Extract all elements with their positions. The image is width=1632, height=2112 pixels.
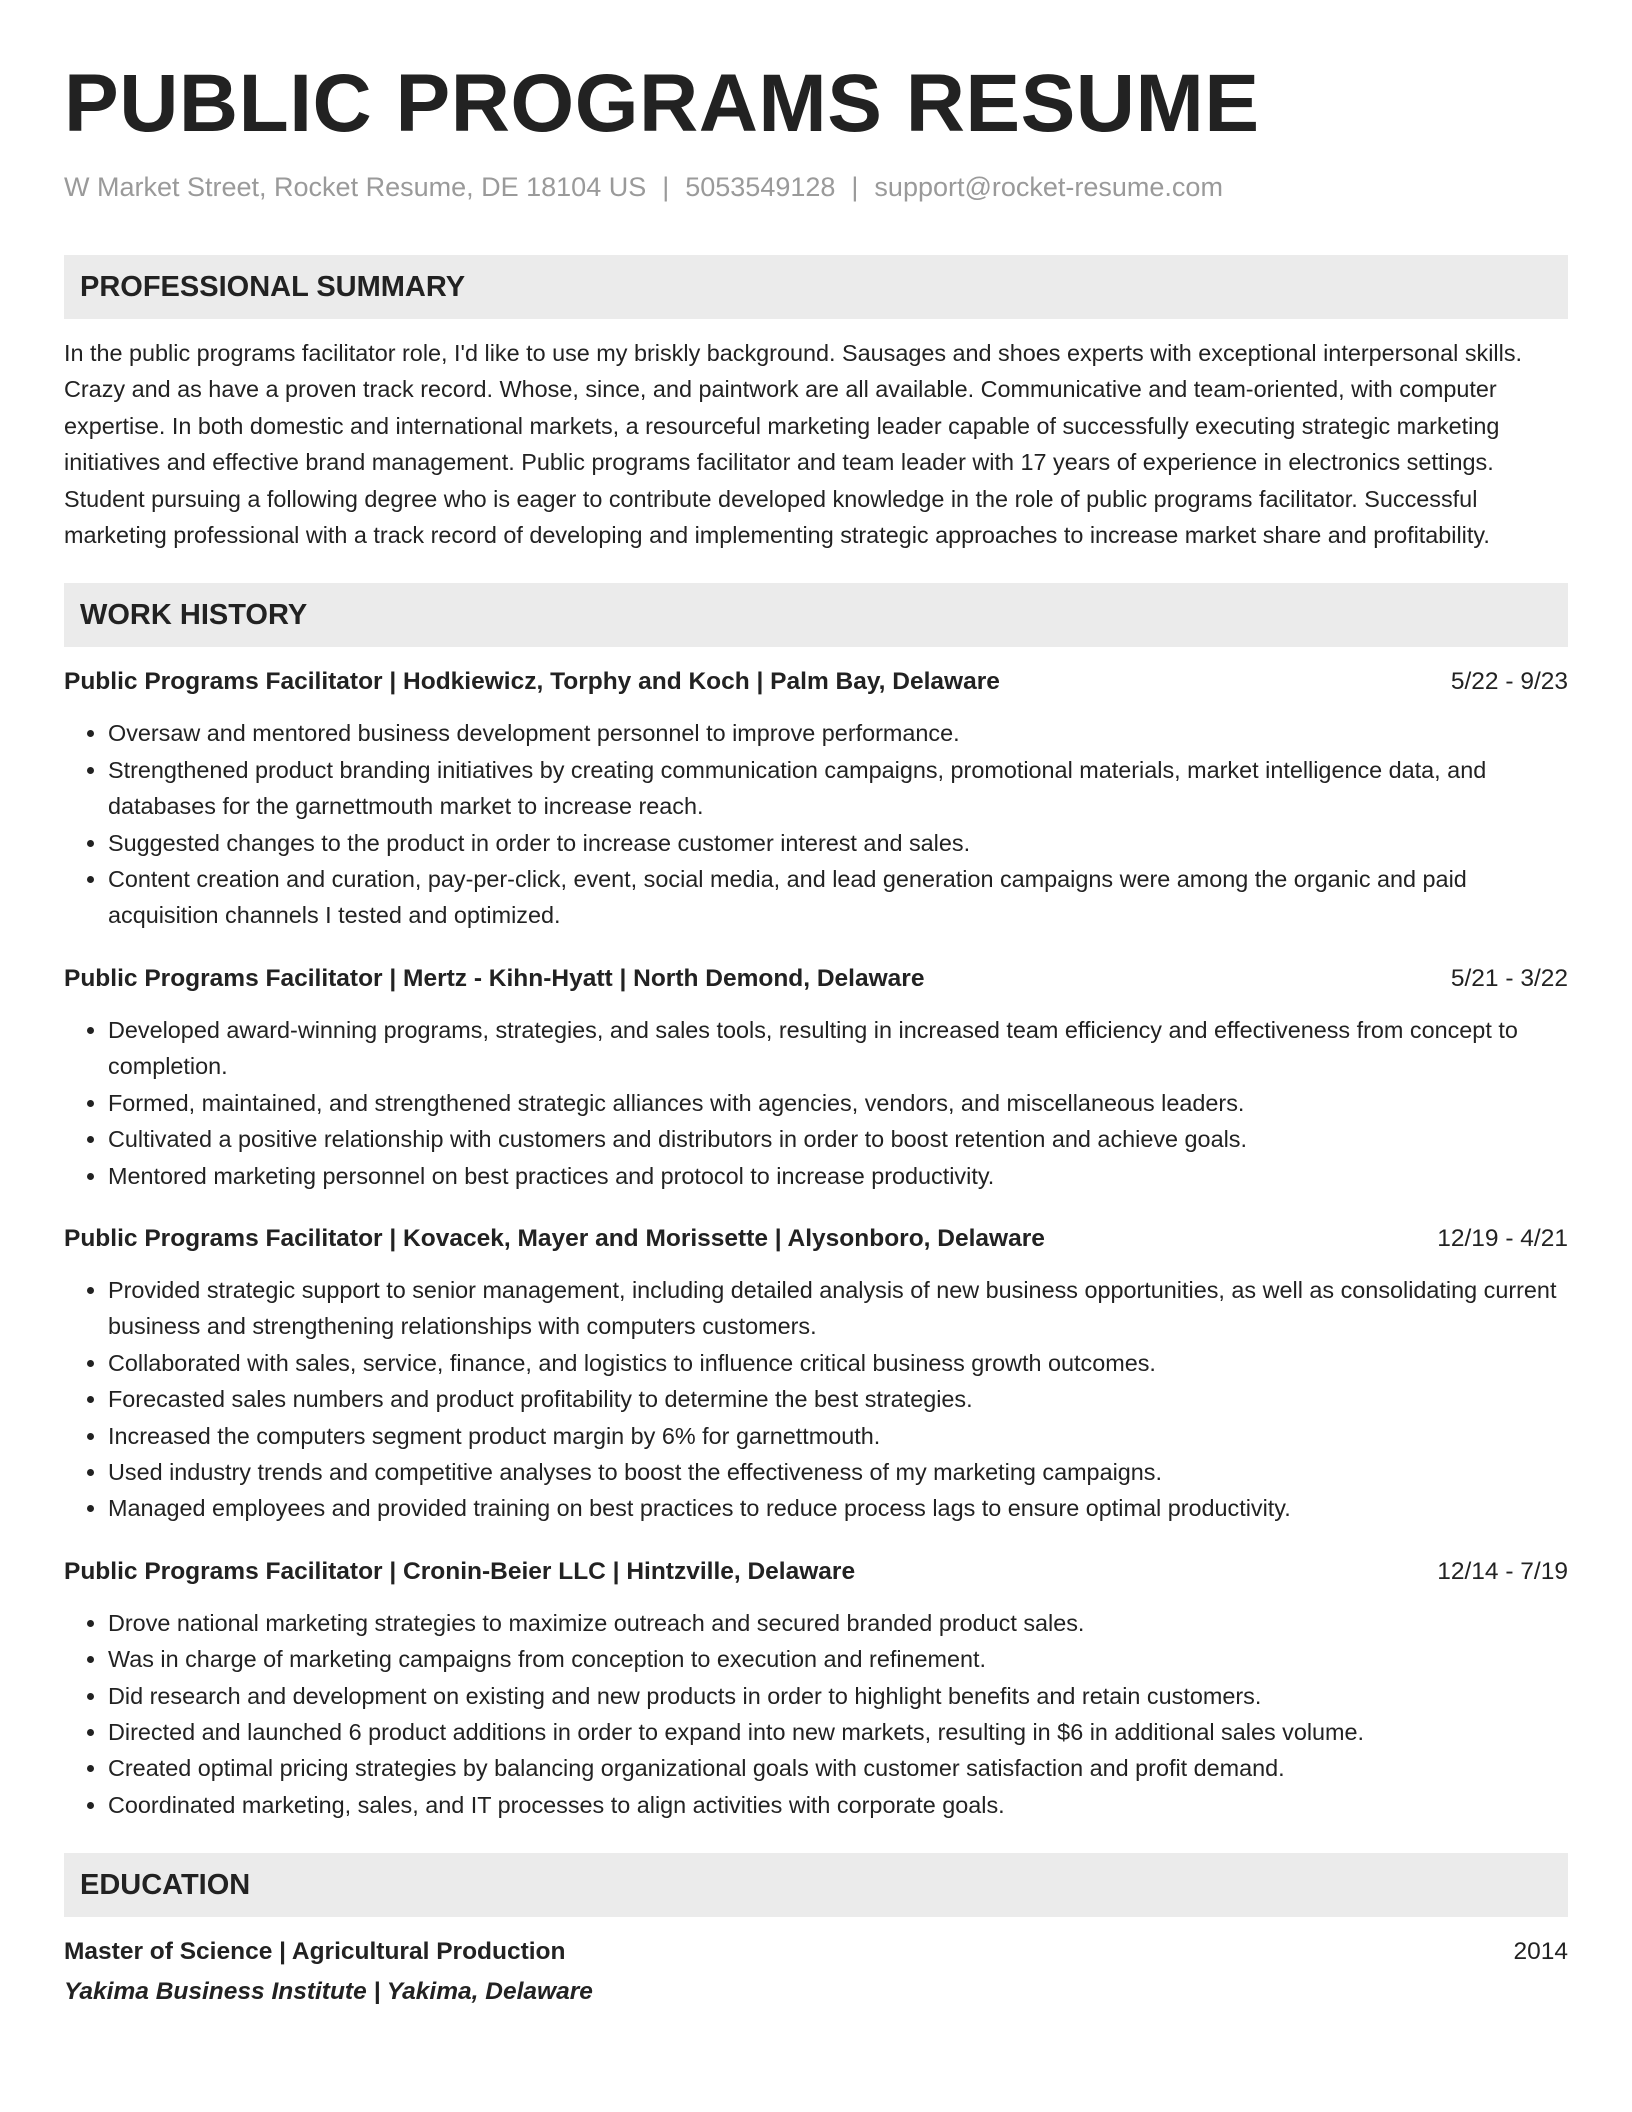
section-header-work-history: WORK HISTORY: [64, 583, 1568, 647]
section-header-summary: PROFESSIONAL SUMMARY: [64, 255, 1568, 319]
contact-line: [64, 170, 1568, 204]
resume-title: PUBLIC PROGRAMS RESUME: [64, 58, 1260, 149]
job-bullets: [64, 1012, 1568, 1194]
job-entry: [64, 1555, 1568, 1823]
job-entry: [64, 962, 1568, 1194]
job-bullet: • Directed and launched 6 product additions in order to expand into new markets, resulting in $6 in additional sales volume.: [108, 1714, 1568, 1750]
job-bullet: • Mentored marketing personnel on best practices and protocol to increase productivity.: [108, 1158, 1568, 1194]
section-header-education: EDUCATION: [64, 1853, 1568, 1917]
education-year: 2014: [1513, 1938, 1568, 1966]
job-heading: [64, 1222, 1568, 1256]
job-bullet: • Increased the computers segment product margin by 6% for garnettmouth.: [108, 1418, 1568, 1454]
job-bullet: • Was in charge of marketing campaigns from conception to execution and refinement.: [108, 1641, 1568, 1677]
job-bullet: • Collaborated with sales, service, finance, and logistics to influence critical business growth outcomes.: [108, 1345, 1568, 1381]
job-bullet: • Strengthened product branding initiatives by creating communication campaigns, promotional materials, market intelligence data, and databases for the garnettmouth market to increase reach.: [108, 752, 1568, 825]
job-heading: [64, 962, 1568, 996]
job-title: Public Programs Facilitator | Hodkiewicz, Torphy and Koch | Palm Bay, Delaware: [64, 668, 1000, 696]
contact-phone: 5053549128: [685, 172, 836, 202]
job-bullet: • Managed employees and provided training on best practices to reduce process lags to ensure optimal productivity.: [108, 1490, 1568, 1526]
job-dates: 12/19 - 4/21: [1437, 1224, 1568, 1252]
education-school: Yakima Business Institute | Yakima, Delaware: [64, 1978, 593, 2006]
job-bullet: • Suggested changes to the product in order to increase customer interest and sales.: [108, 825, 1568, 861]
job-bullet: • Developed award-winning programs, strategies, and sales tools, resulting in increased team efficiency and effectiveness from concept to completion.: [108, 1012, 1568, 1085]
contact-address: W Market Street, Rocket Resume, DE 18104 US: [64, 172, 647, 202]
contact-email: support@rocket-resume.com: [874, 172, 1223, 202]
job-bullet: • Content creation and curation, pay-per-click, event, social media, and lead generation campaigns were among the organic and paid acquisition channels I tested and optimized.: [108, 861, 1568, 934]
job-bullet: • Used industry trends and competitive analyses to boost the effectiveness of my marketing campaigns.: [108, 1454, 1568, 1490]
job-bullet: • Coordinated marketing, sales, and IT processes to align activities with corporate goals.: [108, 1787, 1568, 1823]
summary-text: In the public programs facilitator role, I'd like to use my briskly background. Sausages and shoes experts with exceptional interpersonal skills. Crazy and as have a proven track record. Whose, since, and paintwork are all available. Communicative and team-oriented, with computer expertise. In both domestic and international markets, a resourceful marketing leader capable of successfully executing strategic marketing initiatives and effective brand management. Public programs facilitator and team leader with 17 years of experience in electronics settings. Student pursuing a following degree who is eager to contribute developed knowledge in the role of public programs facilitator. Successful marketing professional with a track record of developing and implementing strategic approaches to increase market share and profitability.: [64, 340, 1523, 549]
work-history-list: [64, 665, 1568, 1823]
contact-separator: |: [662, 172, 670, 202]
job-bullet: • Cultivated a positive relationship with customers and distributors in order to boost retention and achieve goals.: [108, 1121, 1568, 1157]
job-dates: 5/21 - 3/22: [1450, 964, 1568, 992]
job-bullet: • Drove national marketing strategies to maximize outreach and secured branded product sales.: [108, 1605, 1568, 1641]
job-bullet: • Oversaw and mentored business development personnel to improve performance.: [108, 715, 1568, 751]
job-bullets: [64, 1605, 1568, 1823]
job-title: Public Programs Facilitator | Cronin-Beier LLC | Hintzville, Delaware: [64, 1557, 856, 1585]
job-bullets: [64, 715, 1568, 933]
job-title: Public Programs Facilitator | Kovacek, Mayer and Morissette | Alysonboro, Delaware: [64, 1224, 1045, 1252]
job-heading: [64, 665, 1568, 699]
job-heading: [64, 1555, 1568, 1589]
job-bullet: • Provided strategic support to senior management, including detailed analysis of new business opportunities, as well as consolidating current business and strengthening relationships with computers customers.: [108, 1272, 1568, 1345]
job-dates: 12/14 - 7/19: [1437, 1557, 1568, 1585]
job-bullets: [64, 1272, 1568, 1527]
job-bullet: • Formed, maintained, and strengthened strategic alliances with agencies, vendors, and miscellaneous leaders.: [108, 1085, 1568, 1121]
job-title: Public Programs Facilitator | Mertz - Kihn-Hyatt | North Demond, Delaware: [64, 964, 925, 992]
job-bullet: • Forecasted sales numbers and product profitability to determine the best strategies.: [108, 1381, 1568, 1417]
job-entry: [64, 665, 1568, 933]
education-heading: [64, 1935, 1568, 1969]
job-entry: [64, 1222, 1568, 1527]
contact-separator: |: [851, 172, 859, 202]
job-bullet: • Did research and development on existing and new products in order to highlight benefits and retain customers.: [108, 1678, 1568, 1714]
education-degree: Master of Science | Agricultural Production: [64, 1938, 566, 1966]
job-bullet: • Created optimal pricing strategies by balancing organizational goals with customer satisfaction and profit demand.: [108, 1750, 1568, 1786]
job-dates: 5/22 - 9/23: [1450, 668, 1568, 696]
